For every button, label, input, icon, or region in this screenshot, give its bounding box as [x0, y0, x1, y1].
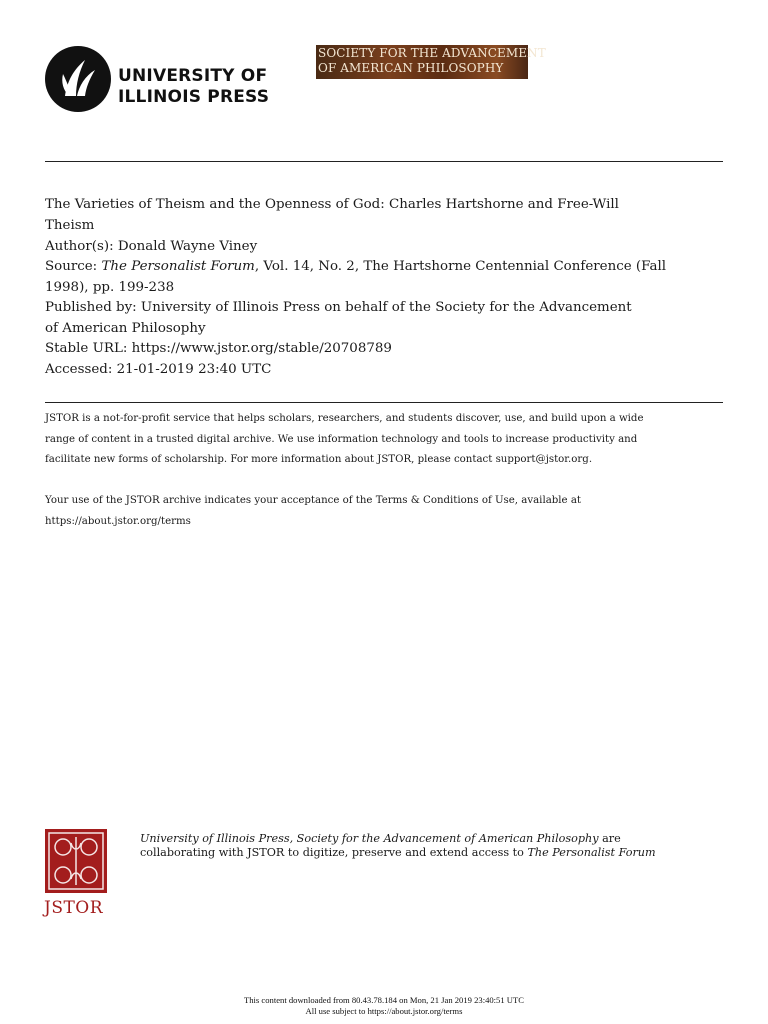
- article-source-line1: [45, 257, 725, 278]
- jstor-wordmark: JSTOR: [44, 898, 104, 918]
- notice-para1-line2: range of content in a trusted digital archive. We use information technology and tools to increase productivity and: [45, 433, 638, 445]
- publisher-wordmark-line1: UNIVERSITY OF: [118, 66, 268, 86]
- collaboration-line1: [140, 832, 740, 846]
- notice-para2-line1: Your use of the JSTOR archive indicates your acceptance of the Terms & Conditions of Use, available at: [45, 495, 581, 507]
- society-logo-banner: [316, 45, 546, 79]
- society-logo-line1: SOCIETY FOR THE ADVANCEMENT: [318, 46, 546, 60]
- article-stable-url[interactable]: Stable URL: https://www.jstor.org/stable/20708789: [45, 341, 392, 356]
- source-details: , Vol. 14, No. 2, The Hartshorne Centennial Conference (Fall: [254, 259, 667, 274]
- notice-para1-line3: facilitate new forms of scholarship. For more information about JSTOR, please contact support@jstor.org.: [45, 454, 593, 466]
- article-authors: Author(s): Donald Wayne Viney: [45, 238, 258, 254]
- collaboration-are: are: [598, 832, 621, 845]
- article-title-line1: The Varieties of Theism and the Openness of God: Charles Hartshorne and Free-Will: [45, 197, 619, 212]
- middle-divider: [45, 402, 723, 403]
- article-source-line2: 1998), pp. 199-238: [45, 279, 175, 295]
- article-accessed: Accessed: 21-01-2019 23:40 UTC: [45, 361, 272, 377]
- source-journal: The Personalist Forum: [101, 259, 255, 274]
- publisher-wordmark: [118, 66, 269, 108]
- collaboration-journal: The Personalist Forum: [527, 845, 656, 859]
- download-footer: [0, 995, 768, 1016]
- source-prefix: Source:: [45, 259, 102, 274]
- notice-para1-line1: JSTOR is a not-for-profit service that helps scholars, researchers, and students discover, use, and build upon a wide: [45, 413, 644, 424]
- article-published-line2: of American Philosophy: [45, 320, 206, 336]
- collaboration-line2: [140, 846, 740, 860]
- footer-line2: All use subject to https://about.jstor.org/terms: [305, 1005, 463, 1016]
- article-metadata: [45, 195, 725, 380]
- collaboration-text: collaborating with JSTOR to digitize, preserve and extend access to: [140, 845, 528, 859]
- university-of-illinois-press-logo-icon: [45, 46, 111, 112]
- collaboration-partners: University of Illinois Press, Society for the Advancement of American Philosophy: [140, 832, 599, 845]
- collaboration-statement: [140, 832, 740, 859]
- jstor-logo-icon: [45, 829, 107, 893]
- publisher-wordmark-line2: ILLINOIS PRESS: [118, 87, 270, 107]
- article-published-line1: Published by: University of Illinois Press on behalf of the Society for the Advancement: [45, 300, 632, 315]
- jstor-notice: [45, 409, 725, 533]
- society-logo-line2: OF AMERICAN PHILOSOPHY: [318, 61, 504, 75]
- terms-link[interactable]: https://about.jstor.org/terms: [45, 515, 191, 527]
- article-title-line2: Theism: [45, 217, 95, 233]
- top-divider: [45, 161, 723, 162]
- footer-line1: This content downloaded from 80.43.78.184 on Mon, 21 Jan 2019 23:40:51 UTC: [244, 995, 524, 1005]
